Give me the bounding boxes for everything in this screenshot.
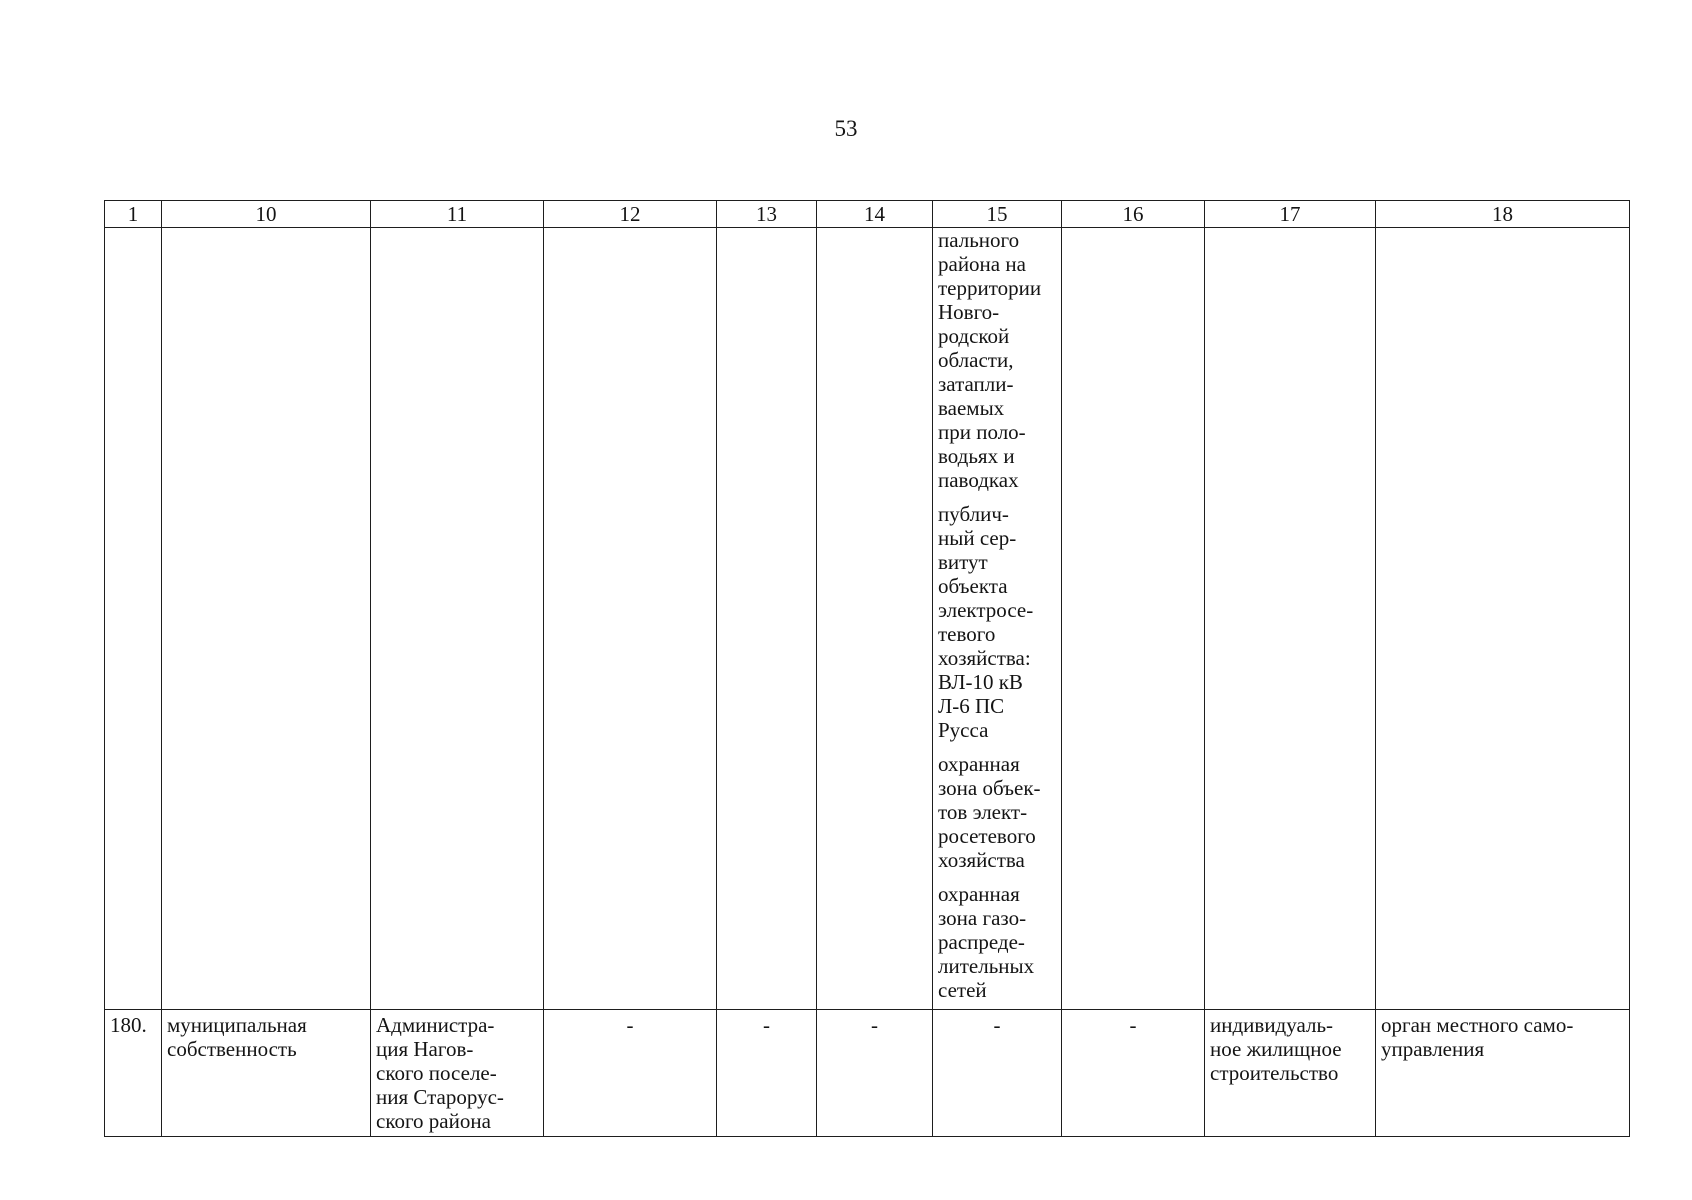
column-number: 11 (371, 201, 544, 228)
table-cell: - (933, 1010, 1062, 1137)
table-cell: - (1062, 1010, 1205, 1137)
column-number: 17 (1205, 201, 1376, 228)
table-cell (544, 228, 717, 1010)
permitted-use-cell: индивидуаль- ное жилищное строительство (1205, 1010, 1376, 1137)
column-number-row (105, 201, 1630, 228)
column-number: 13 (717, 201, 817, 228)
register-table (104, 200, 1630, 1137)
table-cell (1205, 228, 1376, 1010)
table-cell (162, 228, 371, 1010)
ownership-cell: муниципальная собственность (162, 1010, 371, 1137)
authority-cell: орган местного само- управления (1376, 1010, 1630, 1137)
holder-cell: Администра- ция Нагов- ского поселе- ния Старорус- ского района (371, 1010, 544, 1137)
restriction-text: пального района на территории Новго- родской области, затапли- ваемых при поло- водьях и паводках (938, 228, 1042, 492)
restriction-text: охранная зона объек- тов элект- росетевого хозяйства (938, 752, 1041, 872)
table-row (105, 1010, 1630, 1137)
table-cell (371, 228, 544, 1010)
table-cell: - (717, 1010, 817, 1137)
table-cell: - (817, 1010, 933, 1137)
column-number: 15 (933, 201, 1062, 228)
column-number: 18 (1376, 201, 1630, 228)
table-cell (1376, 228, 1630, 1010)
column-number: 12 (544, 201, 717, 228)
restrictions-cell (933, 228, 1062, 1010)
continuation-row (105, 228, 1630, 1010)
restriction-text: охранная зона газо- распреде- лительных сетей (938, 882, 1035, 1002)
restriction-text: публич- ный сер- витут объекта электросе- тевого хозяйства: ВЛ-10 кВ Л-6 ПС Русса (938, 502, 1034, 742)
page-number: 53 (834, 116, 858, 141)
table-cell (105, 228, 162, 1010)
table-cell (1062, 228, 1205, 1010)
column-number: 16 (1062, 201, 1205, 228)
column-number: 14 (817, 201, 933, 228)
column-number: 10 (162, 201, 371, 228)
table-cell (717, 228, 817, 1010)
table-cell: - (544, 1010, 717, 1137)
column-number: 1 (105, 201, 162, 228)
row-number: 180. (105, 1010, 162, 1137)
table-cell (817, 228, 933, 1010)
